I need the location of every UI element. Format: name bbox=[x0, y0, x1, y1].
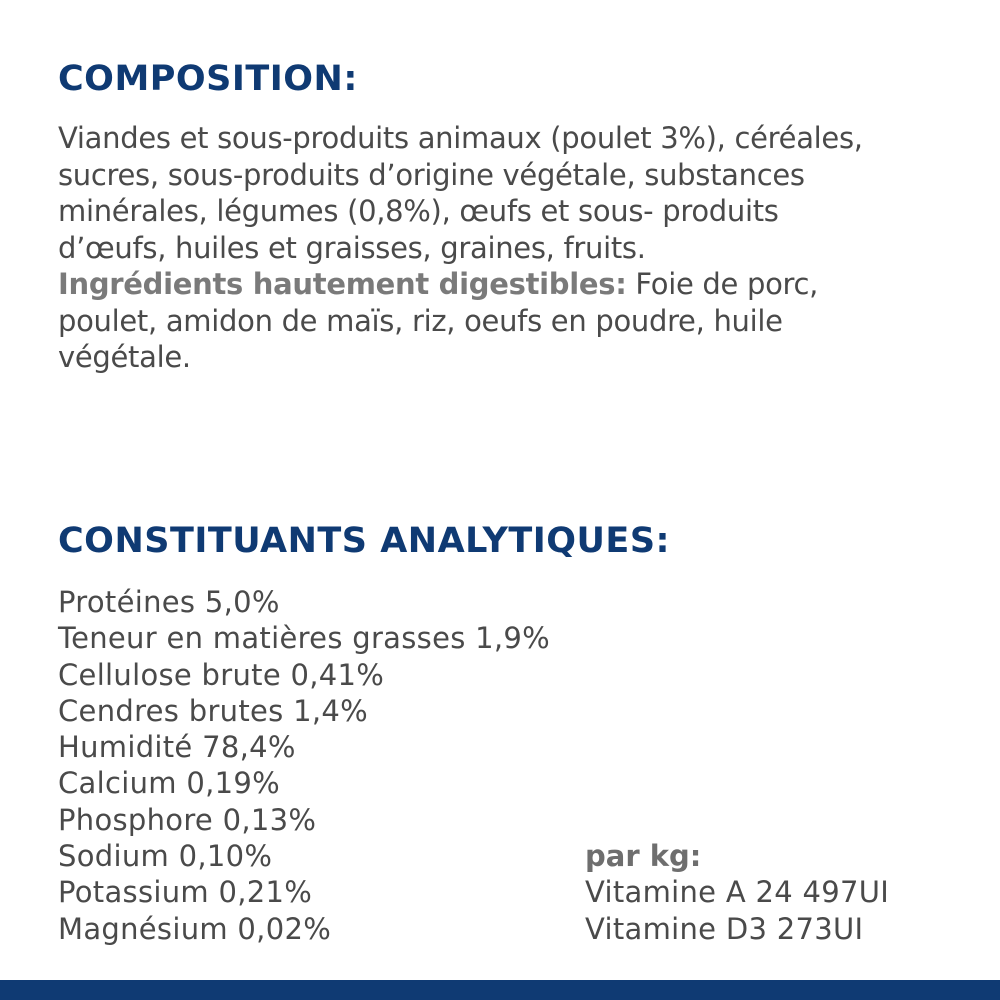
composition-line: minérales, légumes (0,8%), œufs et sous- produits bbox=[58, 194, 779, 228]
digestible-ingredients-line bbox=[58, 266, 978, 303]
per-kg-block bbox=[585, 838, 889, 947]
digestible-ingredients-text: Foie de porc, bbox=[626, 267, 819, 301]
analytic-item-proteines: Protéines 5,0% bbox=[58, 585, 280, 619]
composition-line: sucres, sous-produits d’origine végétale, substances bbox=[58, 157, 805, 192]
vitamin-a-value: Vitamine A 24 497UI bbox=[585, 875, 890, 910]
analytic-item-cellulose: Cellulose brute 0,41% bbox=[58, 657, 385, 692]
analytic-item-phosphore: Phosphore 0,13% bbox=[58, 802, 317, 837]
vitamin-d3-value: Vitamine D3 273UI bbox=[585, 911, 864, 946]
analytics-heading: CONSTITUANTS ANALYTIQUES: bbox=[58, 521, 671, 561]
composition-line: d’œufs, huiles et graisses, graines, fruits. bbox=[58, 230, 646, 265]
digestible-ingredients-label: Ingrédients hautement digestibles: bbox=[58, 267, 627, 301]
analytic-item-magnesium: Magnésium 0,02% bbox=[58, 911, 332, 946]
analytics-list bbox=[58, 584, 550, 947]
analytic-item-potassium: Potassium 0,21% bbox=[58, 875, 313, 910]
analytic-item-cendres: Cendres brutes 1,4% bbox=[58, 693, 368, 728]
bottom-brand-bar bbox=[0, 980, 1000, 1000]
composition-line: Viandes et sous-produits animaux (poulet 3%), céréales, bbox=[58, 121, 863, 155]
digestible-ingredients-text: végétale. bbox=[58, 340, 191, 374]
analytic-item-sodium: Sodium 0,10% bbox=[58, 839, 273, 874]
analytic-item-humidite: Humidité 78,4% bbox=[58, 730, 296, 765]
digestible-ingredients-text: poulet, amidon de maïs, riz, oeufs en poudre, huile bbox=[58, 303, 783, 338]
composition-paragraph bbox=[58, 120, 978, 376]
analytic-item-matieres-grasses: Teneur en matières grasses 1,9% bbox=[58, 621, 551, 656]
analytic-item-calcium: Calcium 0,19% bbox=[58, 766, 280, 801]
composition-heading: COMPOSITION: bbox=[58, 59, 358, 99]
per-kg-title: par kg: bbox=[585, 839, 702, 873]
